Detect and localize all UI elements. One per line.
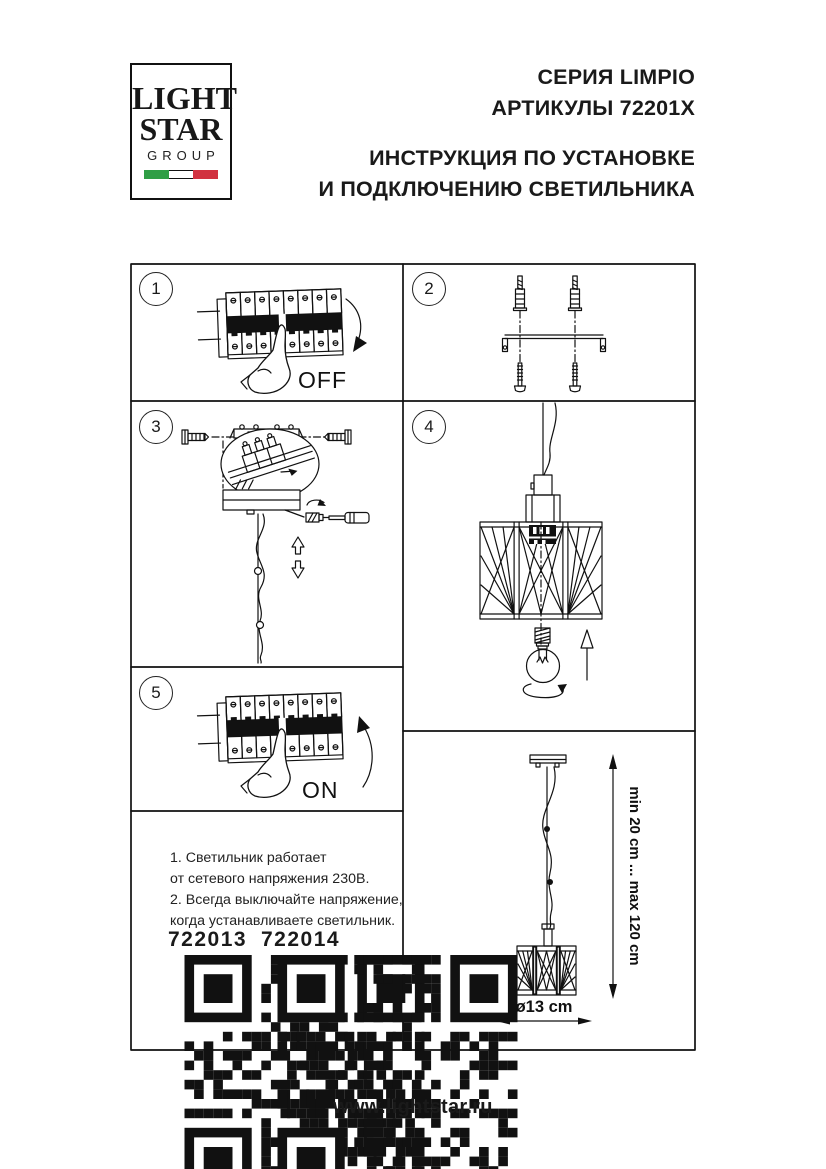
step-3-panel bbox=[130, 401, 403, 667]
dimensions-panel bbox=[403, 731, 696, 1051]
suspension-cable-icon bbox=[255, 514, 265, 663]
pointing-hand-icon bbox=[248, 729, 290, 797]
circuit-breaker-panel-icon bbox=[197, 693, 343, 764]
height-adjust-arrows-icon bbox=[292, 537, 304, 578]
socket-housing-icon bbox=[526, 475, 560, 522]
website-footer: www.lightstar.ru bbox=[333, 1096, 493, 1118]
articles-title: АРТИКУЛЫ 72201X bbox=[491, 96, 695, 120]
arrowhead bbox=[353, 336, 367, 352]
step-2-panel bbox=[403, 263, 696, 401]
lightstar-logo bbox=[130, 63, 237, 200]
instruction-title-line1: ИНСТРУКЦИЯ ПО УСТАНОВКЕ bbox=[369, 146, 695, 170]
logo-text-star: STAR bbox=[139, 111, 223, 147]
notes-panel bbox=[130, 811, 403, 1051]
ceiling-plate-icon bbox=[530, 755, 566, 767]
step-1-number: 1 bbox=[139, 272, 173, 306]
step-5-panel bbox=[130, 667, 403, 811]
on-label: ON bbox=[302, 777, 339, 803]
series-title: СЕРИЯ LIMPIO bbox=[537, 65, 695, 89]
circuit-breaker-panel-icon bbox=[197, 289, 343, 360]
mounting-bracket-icon bbox=[503, 335, 606, 352]
article-code-722013: 722013 bbox=[168, 928, 248, 951]
mounting-screw-left-icon bbox=[182, 430, 234, 444]
italian-flag-stripe bbox=[144, 170, 218, 179]
flag-red bbox=[193, 170, 218, 179]
logo-text-group: GROUP bbox=[147, 148, 220, 163]
instruction-title-line2: И ПОДКЛЮЧЕНИЮ СВЕТИЛЬНИКА bbox=[318, 177, 695, 201]
step-4-number: 4 bbox=[412, 410, 446, 444]
arrowhead bbox=[357, 716, 370, 733]
wall-anchors-and-screws-icon bbox=[514, 276, 582, 392]
switch-down-arrow-icon bbox=[346, 299, 361, 341]
step-3-number: 3 bbox=[139, 410, 173, 444]
note-line: 1. Светильник работает bbox=[170, 850, 327, 866]
step-1-panel bbox=[130, 263, 403, 401]
step-5-number: 5 bbox=[139, 676, 173, 710]
diameter-dimension bbox=[496, 998, 592, 1025]
switch-up-arrow-icon bbox=[363, 727, 372, 787]
note-line: когда устанавливаете светильник. bbox=[170, 913, 396, 929]
light-bulb-icon bbox=[527, 628, 560, 683]
step-2-number: 2 bbox=[412, 272, 446, 306]
suspension-cord-icon bbox=[543, 403, 556, 475]
pointing-hand-icon bbox=[248, 325, 290, 393]
flag-white bbox=[169, 170, 194, 179]
step-4-panel bbox=[403, 401, 696, 731]
ceiling-canopy-icon bbox=[223, 490, 300, 514]
steps-grid bbox=[130, 263, 696, 1051]
logo-text-light: LIGHT bbox=[132, 80, 237, 116]
header-title-block bbox=[319, 62, 695, 205]
suspension-cable-icon bbox=[543, 767, 555, 928]
note-line: от сетевого напряжения 230В. bbox=[170, 871, 370, 887]
height-dimension bbox=[609, 754, 643, 999]
note-line: 2. Всегда выключайте напряжение, bbox=[170, 892, 403, 908]
diameter-label: ø13 cm bbox=[515, 998, 573, 1016]
crystal-shade-icon bbox=[517, 946, 576, 995]
rotate-bulb-arrow-icon bbox=[523, 684, 567, 698]
socket-icon bbox=[542, 924, 554, 946]
height-range-label: min 20 cm ... max 120 cm bbox=[626, 786, 643, 966]
safety-notes bbox=[170, 848, 403, 932]
article-code-722014: 722014 bbox=[261, 928, 341, 951]
inner-socket-block bbox=[529, 525, 556, 544]
insert-direction-arrow-icon bbox=[581, 630, 593, 680]
flag-green bbox=[144, 170, 169, 179]
off-label: OFF bbox=[298, 367, 347, 393]
